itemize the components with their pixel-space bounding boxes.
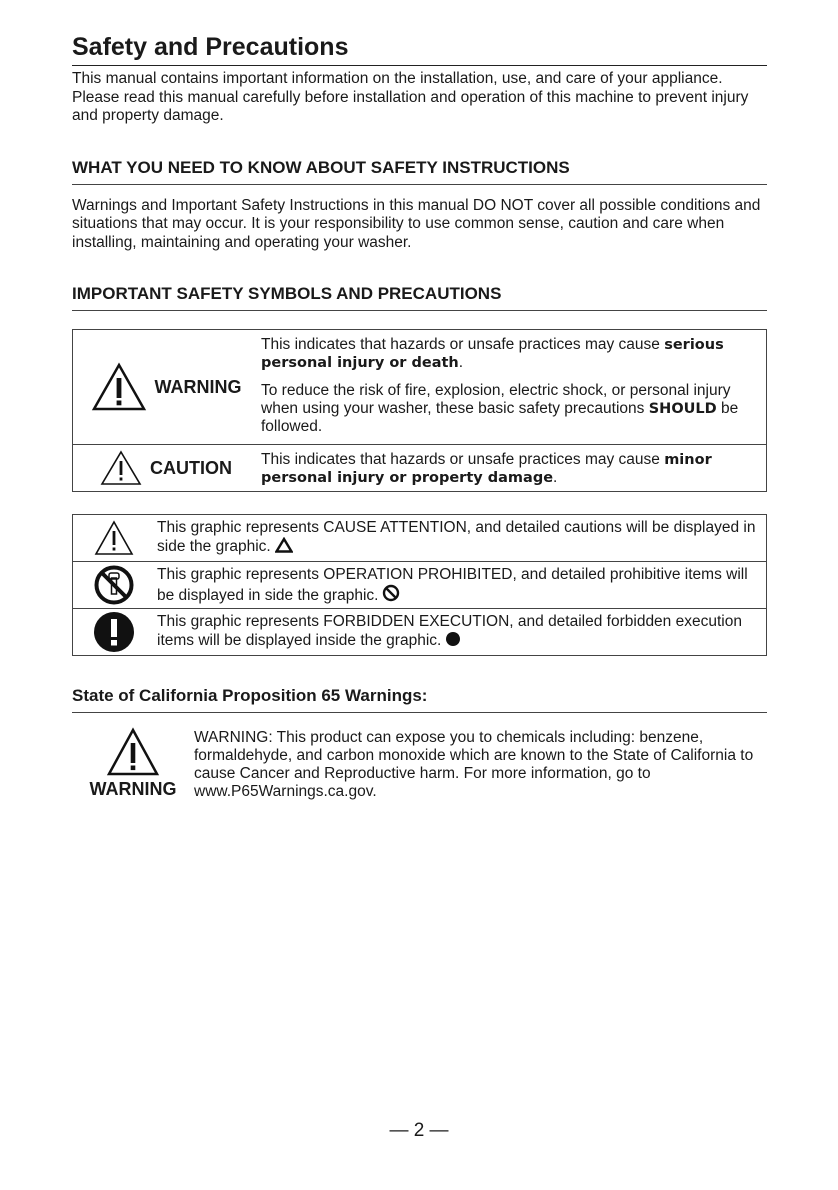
graphic-row-operation-prohibited — [73, 561, 766, 608]
graphic-text-forbidden-execution: This graphic represents FORBIDDEN EXECUTION, and detailed forbidden execution items will be displayed inside the graphic. — [157, 613, 742, 649]
prop65-text: WARNING: This product can expose you to chemicals including: benzene, formaldehyde, and carbon monoxide which are known to the State of California to cause Cancer and Reproductive harm. For more information, go to www.P65Warnings.ca.gov. — [194, 729, 754, 800]
prop65-warning-label: WARNING — [89, 779, 177, 799]
section-heading-safety-instructions: WHAT YOU NEED TO KNOW ABOUT SAFETY INSTRUCTIONS — [72, 158, 767, 185]
small-prohibited-icon — [382, 584, 400, 602]
warning-triangle-icon — [91, 362, 147, 412]
warning-triangle-icon — [94, 520, 134, 556]
page-number: — 2 — — [389, 1120, 449, 1141]
graphic-symbol-table — [72, 514, 767, 656]
warning-description: This indicates that hazards or unsafe practices may cause serious personal injury or death. To reduce the risk of fire, explosion, electric shock, or personal injury when using your washer, these basic safety precautions SHOULD be followed. — [261, 336, 739, 435]
graphic-text-cause-attention: This graphic represents CAUSE ATTENTION, and detailed cautions will be displayed in side the graphic. — [157, 519, 756, 555]
prohibited-icon — [93, 564, 135, 606]
warning-triangle-icon — [106, 727, 160, 777]
intro-paragraph: This manual contains important information on the installation, use, and care of your appliance. Please read this manual carefully before installation and operation of this machine to prevent injury and property damage. — [72, 70, 749, 124]
graphic-row-cause-attention — [73, 515, 766, 561]
manual-page — [72, 28, 767, 801]
warning-emphasis: serious personal injury or death — [261, 337, 724, 371]
signal-word-table — [72, 329, 767, 492]
caution-label-cell — [73, 445, 259, 491]
graphic-text-operation-prohibited: This graphic represents OPERATION PROHIBITED, and detailed prohibitive items will be displayed in side the graphic. — [157, 566, 748, 604]
caution-description: This indicates that hazards or unsafe practices may cause minor personal injury or property damage. — [261, 451, 712, 486]
caution-row — [73, 444, 766, 491]
section-heading-prop65: State of California Proposition 65 Warnings: — [72, 686, 767, 713]
graphic-row-forbidden-execution — [73, 608, 766, 655]
small-triangle-icon — [275, 537, 293, 553]
safety-instructions-paragraph: Warnings and Important Safety Instructions in this manual DO NOT cover all possible conditions and situations that may occur. It is your responsibility to use common sense, caution and care when installing, maintaining and operating your washer. — [72, 196, 761, 251]
page-title: Safety and Precautions — [72, 28, 767, 66]
warning-row — [73, 330, 766, 444]
warning-label-cell — [73, 330, 259, 444]
mandatory-exclamation-icon — [93, 611, 135, 653]
warning-label: WARNING — [154, 376, 242, 397]
small-filled-circle-icon — [445, 631, 461, 647]
caution-emphasis: minor personal injury or property damage — [261, 452, 712, 486]
caution-triangle-icon — [100, 450, 142, 486]
prop65-warning — [72, 727, 767, 801]
caution-label: CAUTION — [150, 457, 232, 478]
should-emphasis: SHOULD — [648, 401, 717, 417]
section-heading-safety-symbols: IMPORTANT SAFETY SYMBOLS AND PRECAUTIONS — [72, 284, 767, 311]
